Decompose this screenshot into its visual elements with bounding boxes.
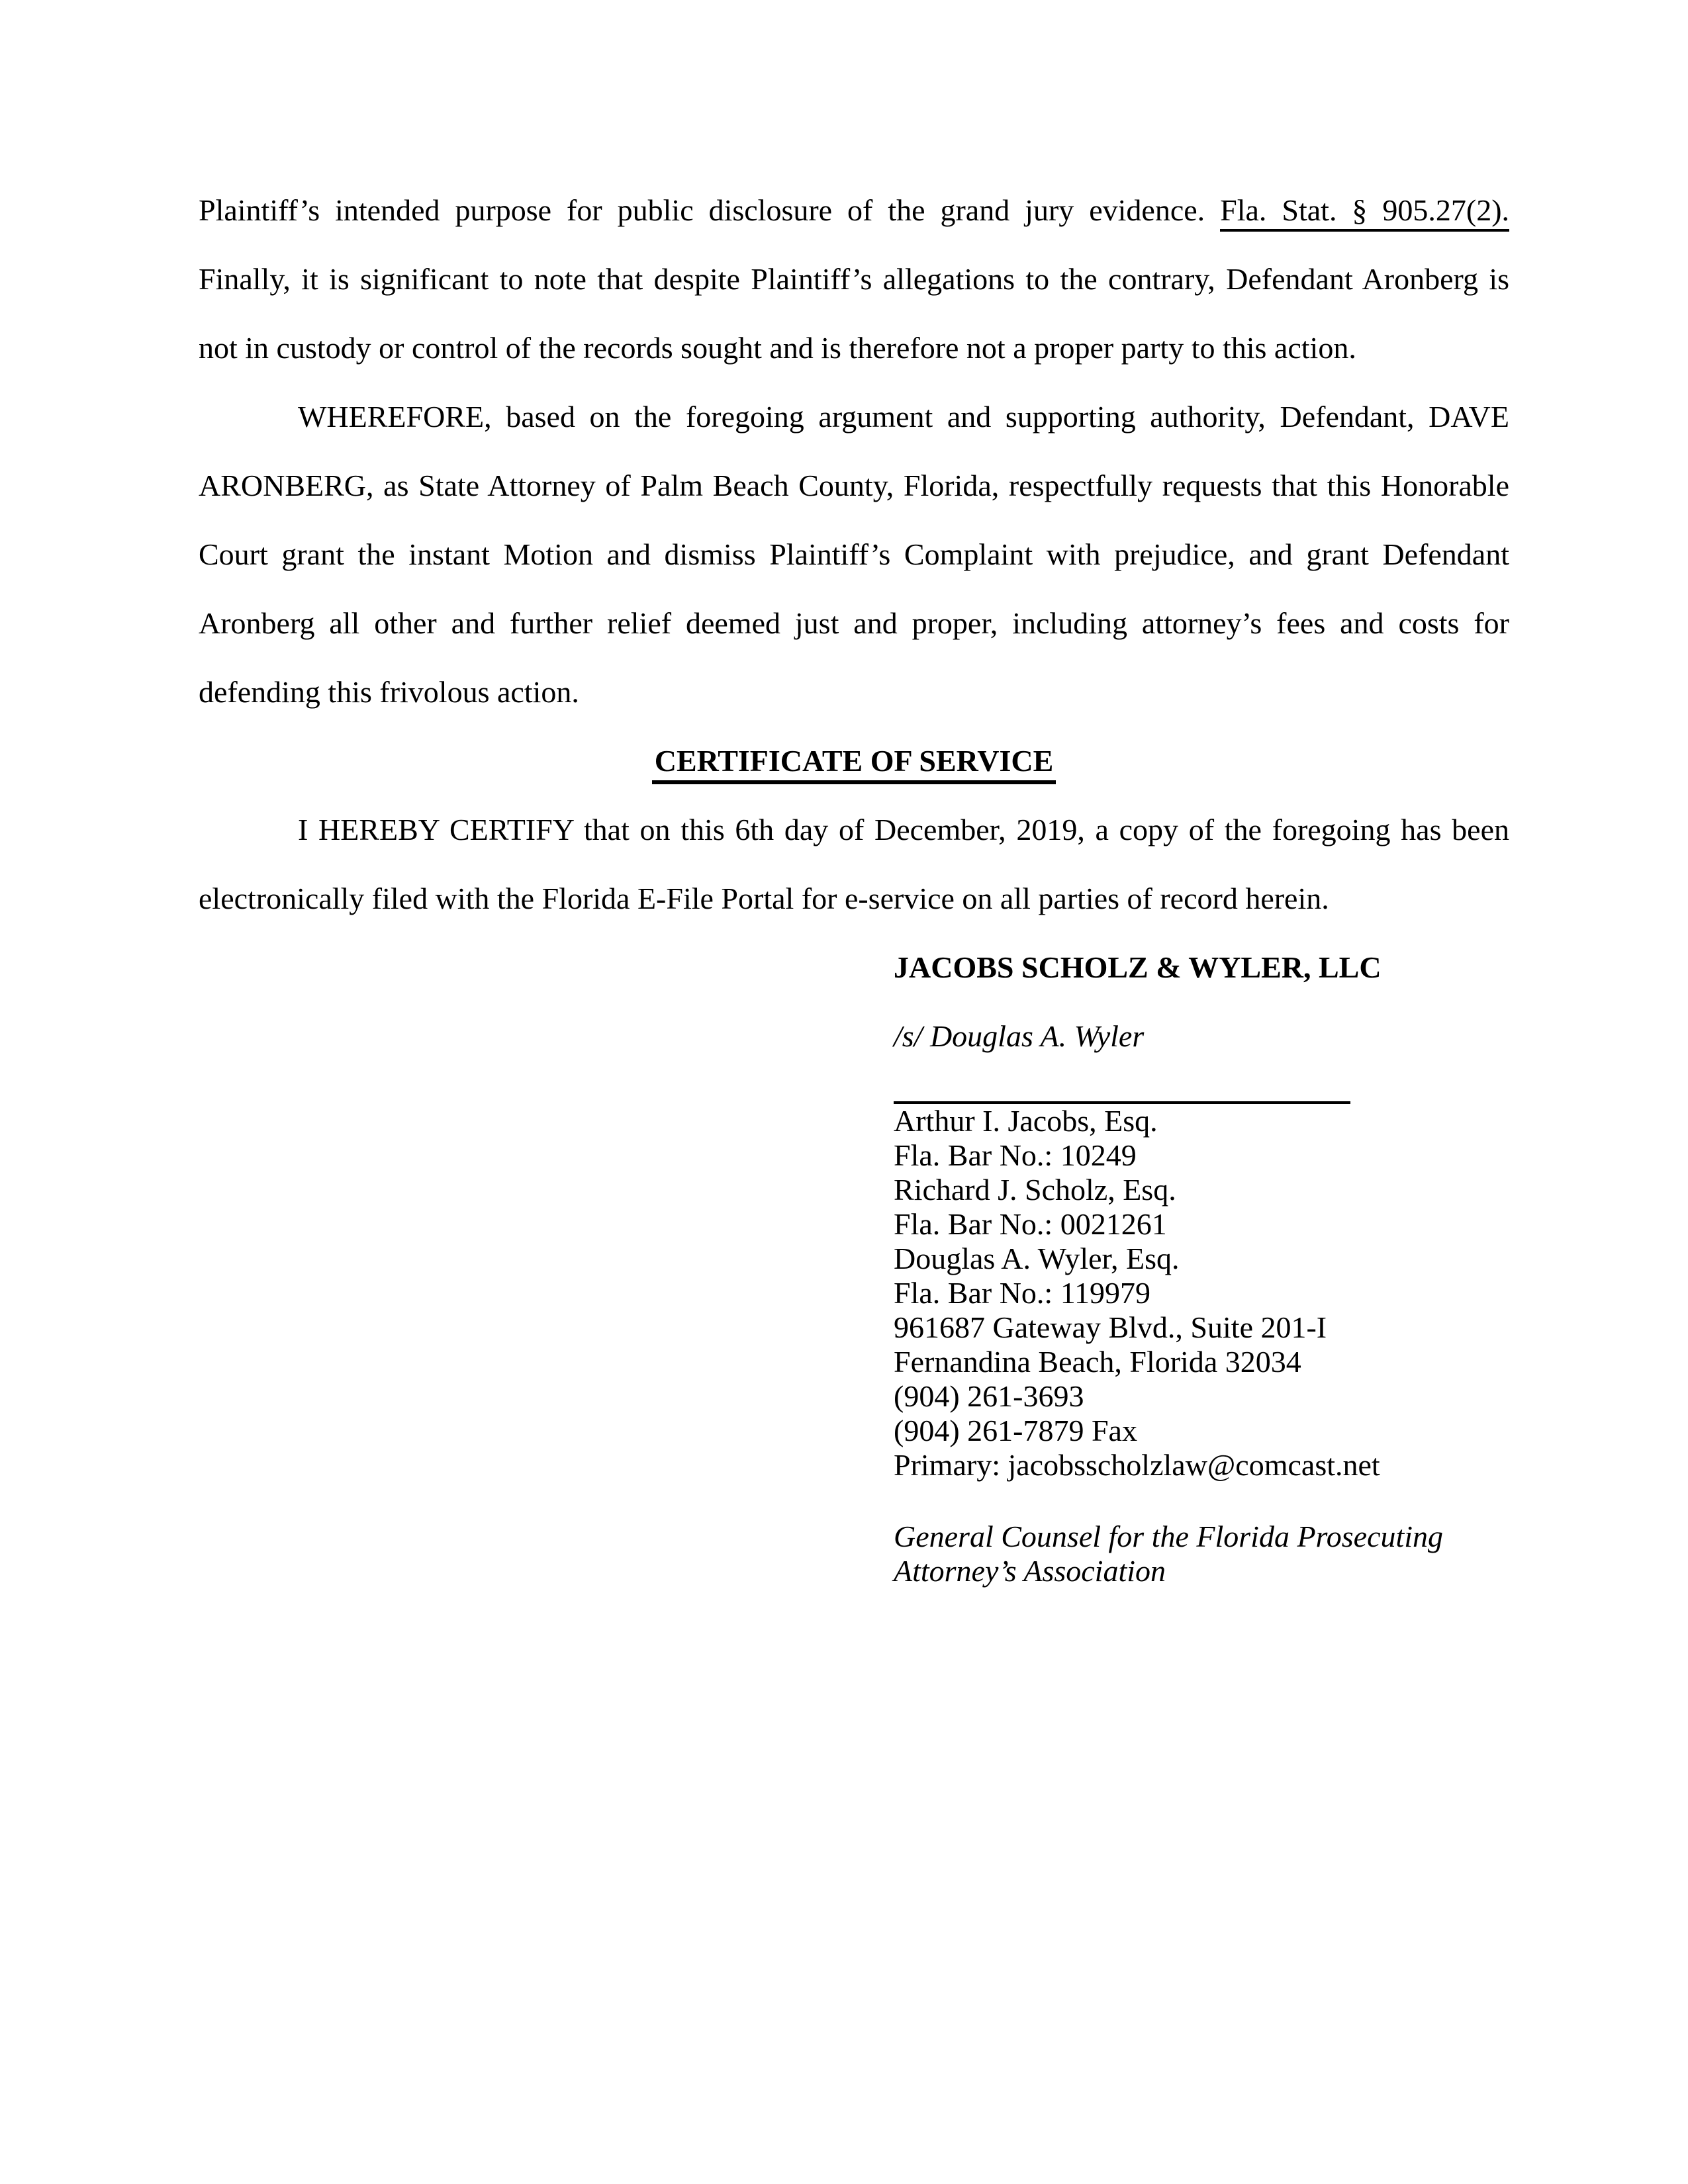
phone-number-line: (904) 261-3693 <box>894 1379 1084 1413</box>
certificate-of-service-section <box>199 727 1509 933</box>
body-line: electronically filed with the Florida E-File Portal for e-service on all parties of record herein. <box>199 882 1329 915</box>
body-paragraph-continuation <box>199 176 1509 383</box>
body-line: Finally, it is significant to note that despite Plaintiff’s allegations to the contrary, Defendant Aronberg is <box>199 262 1509 296</box>
wherefore-paragraph <box>199 383 1509 727</box>
bar-number-line: Fla. Bar No.: 119979 <box>894 1276 1150 1310</box>
firm-name: JACOBS SCHOLZ & WYLER, LLC <box>894 950 1382 984</box>
attorney-name-line: Arthur I. Jacobs, Esq. <box>894 1104 1158 1138</box>
certificate-of-service-heading <box>199 727 1509 796</box>
body-line: I HEREBY CERTIFY that on this 6th day of December, 2019, a copy of the foregoing has been <box>298 813 1509 846</box>
street-address-line: 961687 Gateway Blvd., Suite 201-I <box>894 1310 1327 1344</box>
counsel-title-line: General Counsel for the Florida Prosecuting <box>894 1520 1444 1553</box>
document-content <box>199 176 1509 1588</box>
body-line <box>199 176 1509 245</box>
bar-number-line: Fla. Bar No.: 10249 <box>894 1138 1137 1172</box>
statute-citation: Fla. Stat. § 905.27(2). <box>1220 193 1509 232</box>
certificate-of-service-heading-text: CERTIFICATE OF SERVICE <box>652 744 1056 784</box>
electronic-signature: /s/ Douglas A. Wyler <box>894 1019 1145 1053</box>
fax-number-line: (904) 261-7879 Fax <box>894 1414 1137 1447</box>
counsel-title <box>894 1520 1509 1588</box>
email-line: Primary: jacobsscholzlaw@comcast.net <box>894 1448 1380 1482</box>
signature-block <box>894 933 1509 1588</box>
body-line: ARONBERG, as State Attorney of Palm Beach County, Florida, respectfully requests that this Honorable <box>199 469 1509 502</box>
body-line: WHEREFORE, based on the foregoing argument and supporting authority, Defendant, DAVE <box>298 400 1509 433</box>
attorney-name-line: Douglas A. Wyler, Esq. <box>894 1242 1180 1275</box>
body-line: Court grant the instant Motion and dismiss Plaintiff’s Complaint with prejudice, and grant Defendant <box>199 537 1509 571</box>
city-state-zip-line: Fernandina Beach, Florida 32034 <box>894 1345 1301 1379</box>
bar-number-line: Fla. Bar No.: 0021261 <box>894 1207 1167 1241</box>
body-line: not in custody or control of the records sought and is therefore not a proper party to this action. <box>199 331 1356 365</box>
body-text: Plaintiff’s intended purpose for public disclosure of the grand jury evidence. <box>199 193 1205 227</box>
body-line: Aronberg all other and further relief deemed just and proper, including attorney’s fees and costs for <box>199 606 1509 640</box>
attorney-name-line: Richard J. Scholz, Esq. <box>894 1173 1176 1206</box>
counsel-title-line: Attorney’s Association <box>894 1554 1166 1588</box>
body-line: defending this frivolous action. <box>199 675 579 709</box>
